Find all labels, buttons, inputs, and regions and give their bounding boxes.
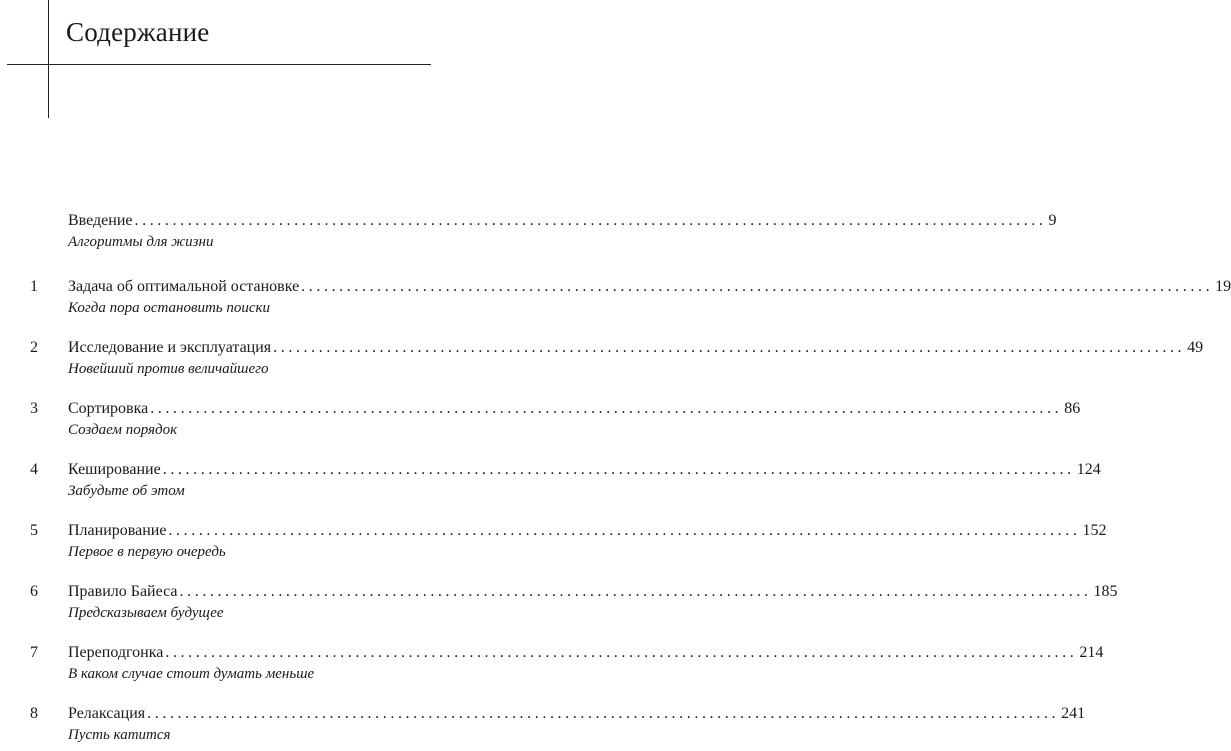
chapter-subtitle: Первое в первую очередь (68, 544, 226, 560)
page-number: 152 (1082, 522, 1107, 539)
toc-entry-chapter-4[interactable] (0, 459, 1101, 507)
chapter-title: Сортировка (68, 400, 149, 417)
page-number: 49 (1187, 339, 1204, 356)
horizontal-rule (7, 64, 431, 65)
chapter-title: Переподгонка (68, 644, 164, 661)
dot-leader: ........................................................................................................................ (150, 400, 1063, 417)
vertical-rule (48, 0, 49, 118)
toc-entry-chapter-7[interactable] (0, 642, 1104, 690)
dot-leader: ........................................................................................................................ (168, 522, 1081, 539)
page-number: 19 (1215, 278, 1231, 295)
chapter-title: Исследование и эксплуатация (68, 339, 272, 356)
page-title: Содержание (66, 17, 210, 47)
dot-leader: ........................................................................................................................ (147, 705, 1060, 722)
chapter-number: 7 (30, 644, 38, 661)
chapter-number: 1 (30, 278, 38, 295)
toc-entry-chapter-1[interactable] (0, 276, 1231, 324)
chapter-subtitle: Предсказываем будущее (68, 605, 224, 621)
chapter-number: 5 (30, 522, 38, 539)
dot-leader: ........................................................................................................................ (162, 461, 1075, 478)
toc-entry-chapter-3[interactable] (0, 398, 1081, 446)
chapter-number: 8 (30, 705, 38, 722)
page-number: 124 (1076, 461, 1101, 478)
chapter-number: 2 (30, 339, 38, 356)
page-number: 9 (1048, 212, 1057, 229)
chapter-title: Кеширование (68, 461, 161, 478)
toc-entry-chapter-2[interactable] (0, 337, 1204, 385)
dot-leader: ........................................................................................................................ (179, 583, 1092, 600)
chapter-title: Задача об оптимальной остановке (68, 278, 300, 295)
toc-entry-chapter-8[interactable] (0, 703, 1086, 751)
toc-entry-chapter-6[interactable] (0, 581, 1118, 629)
chapter-title: Релаксация (68, 705, 146, 722)
page-number: 214 (1079, 644, 1104, 661)
toc-entry-chapter-5[interactable] (0, 520, 1107, 568)
chapter-number: 6 (30, 583, 38, 600)
page-number: 185 (1093, 583, 1118, 600)
chapter-subtitle: В каком случае стоит думать меньше (68, 666, 315, 682)
chapter-number: 4 (30, 461, 38, 478)
dot-leader: ........................................................................................................................ (134, 212, 1047, 229)
page-number: 86 (1064, 400, 1081, 417)
chapter-subtitle: Когда пора остановить поиски (68, 300, 271, 316)
chapter-subtitle: Новейший против величайшего (68, 361, 269, 377)
chapter-number: 3 (30, 400, 38, 417)
chapter-subtitle: Пусть катится (68, 727, 171, 743)
toc-entry-introduction[interactable] (0, 210, 1057, 258)
page-number: 241 (1061, 705, 1086, 722)
chapter-title: Введение (68, 212, 133, 229)
chapter-subtitle: Забудьте об этом (68, 483, 185, 499)
dot-leader: ........................................................................................................................ (165, 644, 1078, 661)
chapter-subtitle: Алгоритмы для жизни (68, 234, 214, 250)
chapter-title: Правило Байеса (68, 583, 178, 600)
chapter-title: Планирование (68, 522, 167, 539)
dot-leader: ........................................................................................................................ (301, 278, 1214, 295)
chapter-subtitle: Создаем порядок (68, 422, 178, 438)
dot-leader: ........................................................................................................................ (273, 339, 1186, 356)
